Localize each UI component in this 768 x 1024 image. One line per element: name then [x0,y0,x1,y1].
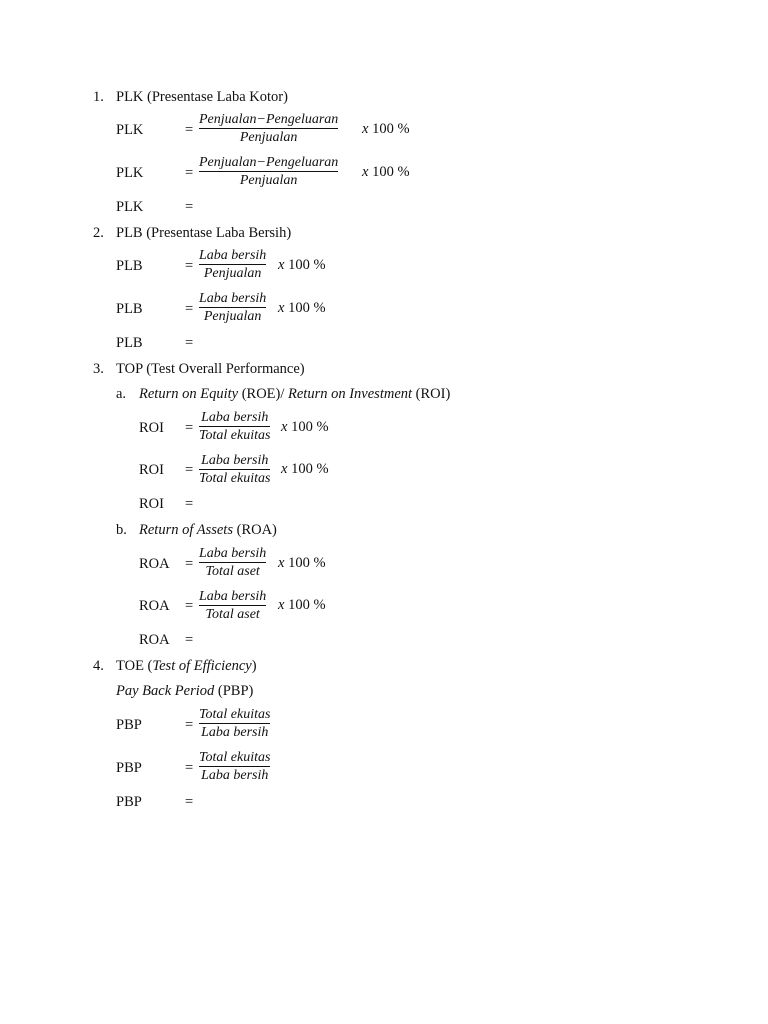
section-4-number: 4. [93,658,104,674]
formula-label: PLB [116,258,143,274]
equals-sign: = [185,760,194,776]
title-italic-part: Return of Assets [139,522,233,538]
fraction-denominator: Laba bersih [201,768,269,784]
equals-sign: = [185,598,194,614]
formula-label: PBP [116,717,142,733]
fraction-numerator: Laba bersih [199,589,267,604]
formula-label: ROA [139,632,170,648]
equals-sign: = [185,632,194,648]
multiplier-x: x [278,257,285,273]
fraction-bar [199,605,266,606]
formula-label: ROA [139,598,170,614]
formula-label: PLK [116,165,144,181]
subsection-a-mark: a. [116,386,127,402]
title-part: ) [251,658,257,674]
fraction-denominator: Penjualan [203,266,262,282]
multiplier-x: x [362,121,369,137]
fraction [199,750,270,784]
section-2-title: PLB (Presentase Laba Bersih) [116,225,292,241]
fraction-numerator: Laba bersih [201,453,269,468]
fraction-numerator: Total ekuitas [199,750,271,765]
subsection-a-title [139,387,450,402]
fraction-numerator: Penjualan−Pengeluaran [199,112,339,127]
title-italic-part: Return on Equity [139,386,239,402]
multiplier [278,301,326,316]
multiplier [281,420,329,435]
formula-label: PLK [116,122,144,138]
fraction-denominator: Laba bersih [201,725,269,741]
fraction-numerator: Penjualan−Pengeluaran [199,155,339,170]
title-part: (PBP) [214,683,254,699]
fraction [199,410,270,444]
formula-label: ROI [139,462,164,478]
multiplier [362,165,410,180]
fraction-bar [199,562,266,563]
section-1-title: PLK (Presentase Laba Kotor) [116,89,288,105]
equals-sign: = [185,496,194,512]
multiplier-x: x [278,300,285,316]
fraction-bar [199,128,338,129]
fraction-bar [199,307,266,308]
formula-label: ROI [139,420,164,436]
fraction-bar [199,723,270,724]
multiplier-value: 100 % [288,300,326,316]
title-part: (ROE)/ [238,386,289,402]
multiplier-x: x [281,419,288,435]
fraction [199,248,266,282]
formula-label: PLK [116,199,144,215]
multiplier [278,556,326,571]
multiplier-value: 100 % [288,555,326,571]
formula-label: PLB [116,335,143,351]
fraction-numerator: Laba bersih [199,546,267,561]
title-part: (ROI) [412,386,451,402]
multiplier [281,462,329,477]
multiplier-x: x [362,164,369,180]
fraction-numerator: Laba bersih [199,248,267,263]
fraction [199,707,270,741]
equals-sign: = [185,462,194,478]
fraction [199,291,266,325]
multiplier-value: 100 % [291,461,329,477]
equals-sign: = [185,420,194,436]
multiplier-value: 100 % [372,164,410,180]
fraction-numerator: Laba bersih [199,291,267,306]
title-part: (ROA) [232,522,277,538]
fraction-denominator: Penjualan [239,173,298,189]
fraction-bar [199,426,270,427]
formula-label: PLB [116,301,143,317]
fraction-denominator: Total aset [205,607,260,623]
multiplier-value: 100 % [288,257,326,273]
formula-label: PBP [116,760,142,776]
multiplier-value: 100 % [291,419,329,435]
equals-sign: = [185,794,194,810]
section-2-number: 2. [93,225,104,241]
equals-sign: = [185,301,194,317]
fraction-numerator: Total ekuitas [199,707,271,722]
fraction-denominator: Total ekuitas [199,428,271,444]
equals-sign: = [185,717,194,733]
title-part: TOE ( [116,658,153,674]
section-4-subtitle [116,684,253,699]
fraction-denominator: Total aset [205,564,260,580]
equals-sign: = [185,258,194,274]
title-italic-part: Pay Back Period [116,683,215,699]
fraction-bar [199,264,266,265]
equals-sign: = [185,122,194,138]
equals-sign: = [185,556,194,572]
multiplier-x: x [281,461,288,477]
fraction-denominator: Penjualan [239,130,298,146]
multiplier [278,258,326,273]
fraction-bar [199,469,270,470]
title-italic-part: Test of Efficiency [152,658,252,674]
multiplier-x: x [278,597,285,613]
section-4-title [116,659,257,674]
multiplier-value: 100 % [288,597,326,613]
fraction [199,112,338,146]
formula-label: ROA [139,556,170,572]
fraction-bar [199,766,270,767]
section-1-number: 1. [93,89,104,105]
section-3-title: TOP (Test Overall Performance) [116,361,305,377]
fraction-denominator: Penjualan [203,309,262,325]
section-3-number: 3. [93,361,104,377]
multiplier-value: 100 % [372,121,410,137]
multiplier [278,598,326,613]
fraction [199,546,266,580]
multiplier [362,122,410,137]
subsection-b-title [139,523,277,538]
fraction [199,589,266,623]
fraction [199,155,338,189]
fraction [199,453,270,487]
subsection-b-mark: b. [116,522,127,538]
equals-sign: = [185,199,194,215]
formula-label: ROI [139,496,164,512]
multiplier-x: x [278,555,285,571]
fraction-numerator: Laba bersih [201,410,269,425]
formula-label: PBP [116,794,142,810]
equals-sign: = [185,165,194,181]
equals-sign: = [185,335,194,351]
fraction-denominator: Total ekuitas [199,471,271,487]
title-italic-part: Return on Investment [288,386,413,402]
fraction-bar [199,171,338,172]
